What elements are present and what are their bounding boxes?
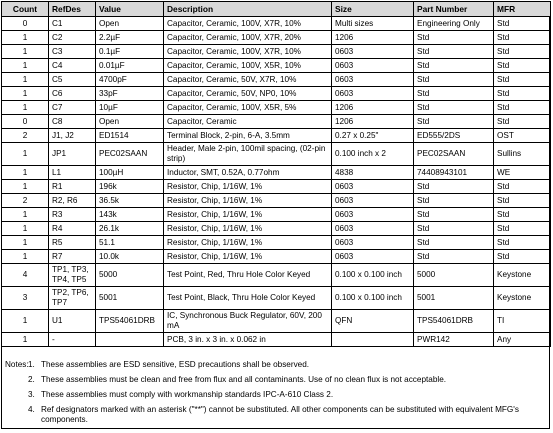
cell-mfr: Std [494, 45, 551, 59]
cell-refdes: U1 [49, 310, 96, 333]
cell-value: 100µH [96, 166, 164, 180]
bill-of-materials-table [1, 1, 551, 347]
table-row [2, 101, 551, 115]
note-item [1, 390, 550, 400]
header-count: Count [2, 2, 49, 17]
cell-size: 0.100 x 0.100 inch [332, 287, 414, 310]
table-row [2, 166, 551, 180]
cell-part-number: PEC02SAAN [414, 143, 494, 166]
cell-part-number: PWR142 [414, 333, 494, 347]
cell-description: Resistor, Chip, 1/16W, 1% [164, 236, 332, 250]
cell-count: 4 [2, 264, 49, 287]
cell-count: 1 [2, 143, 49, 166]
cell-refdes: R4 [49, 222, 96, 236]
cell-description: Capacitor, Ceramic, 100V, X7R, 10% [164, 45, 332, 59]
cell-value: 5001 [96, 287, 164, 310]
cell-refdes: R1 [49, 180, 96, 194]
cell-value: 5000 [96, 264, 164, 287]
cell-value: ED1514 [96, 129, 164, 143]
cell-part-number: Std [414, 115, 494, 129]
table-row [2, 59, 551, 73]
cell-refdes: R3 [49, 208, 96, 222]
cell-count: 1 [2, 101, 49, 115]
cell-description: Resistor, Chip, 1/16W, 1% [164, 250, 332, 264]
cell-size: 0603 [332, 250, 414, 264]
cell-description: PCB, 3 in. x 3 in. x 0.062 in [164, 333, 332, 347]
cell-part-number: ED555/2DS [414, 129, 494, 143]
cell-part-number: Std [414, 180, 494, 194]
cell-mfr: Std [494, 31, 551, 45]
cell-part-number: Engineering Only [414, 17, 494, 31]
cell-description: Inductor, SMT, 0.52A, 0.77ohm [164, 166, 332, 180]
cell-part-number: Std [414, 31, 494, 45]
cell-count: 1 [2, 208, 49, 222]
cell-size: 0.27 x 0.25" [332, 129, 414, 143]
cell-value: 196k [96, 180, 164, 194]
cell-description: Terminal Block, 2-pin, 6-A, 3.5mm [164, 129, 332, 143]
note-number: 3. [28, 390, 35, 399]
cell-refdes: J1, J2 [49, 129, 96, 143]
cell-refdes: R5 [49, 236, 96, 250]
header-size: Size [332, 2, 414, 17]
cell-size: 0603 [332, 87, 414, 101]
cell-count: 3 [2, 287, 49, 310]
cell-refdes: R7 [49, 250, 96, 264]
cell-size: Multi sizes [332, 17, 414, 31]
cell-size: 0.100 x 0.100 inch [332, 264, 414, 287]
cell-refdes: C8 [49, 115, 96, 129]
cell-part-number: Std [414, 59, 494, 73]
cell-count: 2 [2, 194, 49, 208]
cell-part-number: 5000 [414, 264, 494, 287]
cell-part-number: Std [414, 208, 494, 222]
cell-value: Open [96, 115, 164, 129]
cell-mfr: Std [494, 236, 551, 250]
cell-mfr: OST [494, 129, 551, 143]
cell-mfr: Any [494, 333, 551, 347]
cell-count: 2 [2, 129, 49, 143]
cell-refdes: TP1, TP3, TP4, TP5 [49, 264, 96, 287]
table-row [2, 129, 551, 143]
cell-size: QFN [332, 310, 414, 333]
cell-mfr: Std [494, 17, 551, 31]
table-row [2, 222, 551, 236]
cell-size: 0603 [332, 59, 414, 73]
cell-mfr: Std [494, 87, 551, 101]
cell-value [96, 333, 164, 347]
notes-section [1, 357, 550, 425]
cell-value: Open [96, 17, 164, 31]
cell-part-number: 74408943101 [414, 166, 494, 180]
cell-mfr: WE [494, 166, 551, 180]
cell-mfr: Std [494, 222, 551, 236]
cell-size: 1206 [332, 101, 414, 115]
cell-description: Capacitor, Ceramic, 50V, X7R, 10% [164, 73, 332, 87]
note-number: 4. [28, 405, 35, 414]
cell-refdes: L1 [49, 166, 96, 180]
header-refdes: RefDes [49, 2, 96, 17]
cell-count: 1 [2, 310, 49, 333]
cell-value: 4700pF [96, 73, 164, 87]
cell-size: 0603 [332, 222, 414, 236]
cell-mfr: Sullins [494, 143, 551, 166]
cell-description: IC, Synchronous Buck Regulator, 60V, 200 mA [164, 310, 332, 333]
cell-count: 0 [2, 115, 49, 129]
table-row [2, 287, 551, 310]
cell-count: 1 [2, 222, 49, 236]
cell-size: 0603 [332, 208, 414, 222]
cell-description: Capacitor, Ceramic, 100V, X7R, 20% [164, 31, 332, 45]
cell-part-number: Std [414, 45, 494, 59]
header-description: Description [164, 2, 332, 17]
cell-description: Capacitor, Ceramic, 100V, X5R, 10% [164, 59, 332, 73]
cell-part-number: Std [414, 101, 494, 115]
cell-size: 0603 [332, 236, 414, 250]
cell-count: 1 [2, 87, 49, 101]
cell-mfr: Keystone [494, 287, 551, 310]
table-row [2, 333, 551, 347]
table-row [2, 17, 551, 31]
cell-mfr: Std [494, 180, 551, 194]
cell-mfr: Std [494, 59, 551, 73]
cell-refdes: C7 [49, 101, 96, 115]
cell-part-number: Std [414, 250, 494, 264]
note-item [1, 360, 550, 370]
table-row [2, 310, 551, 333]
header-value: Value [96, 2, 164, 17]
cell-value: 10.0k [96, 250, 164, 264]
cell-count: 1 [2, 45, 49, 59]
cell-value: PEC02SAAN [96, 143, 164, 166]
note-item [1, 375, 550, 385]
cell-mfr: TI [494, 310, 551, 333]
cell-value: 26.1k [96, 222, 164, 236]
cell-description: Test Point, Red, Thru Hole Color Keyed [164, 264, 332, 287]
cell-refdes: - [49, 333, 96, 347]
cell-value: 51.1 [96, 236, 164, 250]
notes-label: Notes: [5, 360, 29, 369]
cell-count: 1 [2, 333, 49, 347]
cell-value: 36.5k [96, 194, 164, 208]
cell-description: Resistor, Chip, 1/16W, 1% [164, 222, 332, 236]
cell-size: 1206 [332, 115, 414, 129]
note-text: These assemblies must be clean and free from flux and all contaminants. Use of no clean flux is not acceptable. [41, 375, 447, 384]
table-row [2, 45, 551, 59]
header-part-number: Part Number [414, 2, 494, 17]
cell-description: Capacitor, Ceramic, 100V, X5R, 5% [164, 101, 332, 115]
cell-size: 0603 [332, 194, 414, 208]
note-text: These assemblies must comply with workmanship standards IPC-A-610 Class 2. [41, 390, 334, 399]
cell-refdes: C6 [49, 87, 96, 101]
cell-count: 1 [2, 73, 49, 87]
cell-count: 0 [2, 17, 49, 31]
cell-description: Capacitor, Ceramic, 50V, NP0, 10% [164, 87, 332, 101]
cell-refdes: C2 [49, 31, 96, 45]
cell-value: 0.1µF [96, 45, 164, 59]
note-text: These assemblies are ESD sensitive, ESD precautions shall be observed. [41, 360, 310, 369]
cell-size: 0603 [332, 45, 414, 59]
table-row [2, 264, 551, 287]
header-mfr: MFR [494, 2, 551, 17]
cell-description: Resistor, Chip, 1/16W, 1% [164, 194, 332, 208]
table-row [2, 180, 551, 194]
cell-size: 4838 [332, 166, 414, 180]
cell-value: 10µF [96, 101, 164, 115]
cell-part-number: Std [414, 222, 494, 236]
cell-description: Capacitor, Ceramic [164, 115, 332, 129]
table-row [2, 143, 551, 166]
cell-description: Resistor, Chip, 1/16W, 1% [164, 180, 332, 194]
cell-refdes: R2, R6 [49, 194, 96, 208]
cell-size [332, 333, 414, 347]
cell-count: 1 [2, 250, 49, 264]
cell-value: 33pF [96, 87, 164, 101]
table-row [2, 250, 551, 264]
cell-refdes: C3 [49, 45, 96, 59]
cell-description: Test Point, Black, Thru Hole Color Keyed [164, 287, 332, 310]
cell-part-number: 5001 [414, 287, 494, 310]
cell-description: Capacitor, Ceramic, 100V, X7R, 10% [164, 17, 332, 31]
cell-refdes: TP2, TP6, TP7 [49, 287, 96, 310]
cell-description: Resistor, Chip, 1/16W, 1% [164, 208, 332, 222]
cell-mfr: Std [494, 115, 551, 129]
cell-value: 143k [96, 208, 164, 222]
cell-count: 1 [2, 166, 49, 180]
note-number: 1. [28, 360, 35, 369]
cell-count: 1 [2, 180, 49, 194]
table-row [2, 115, 551, 129]
cell-value: 0.01µF [96, 59, 164, 73]
cell-size: 0603 [332, 73, 414, 87]
table-row [2, 73, 551, 87]
table-row [2, 31, 551, 45]
cell-mfr: Std [494, 208, 551, 222]
table-body [2, 17, 551, 347]
cell-refdes: C5 [49, 73, 96, 87]
cell-description: Header, Male 2-pin, 100mil spacing, (02-pin strip) [164, 143, 332, 166]
note-text: Ref designators marked with an asterisk ("**") cannot be substituted. All other components can be substituted with equivalent MFG's components. [41, 405, 519, 424]
cell-part-number: Std [414, 73, 494, 87]
table-row [2, 194, 551, 208]
cell-value: TPS54061DRB [96, 310, 164, 333]
cell-part-number: Std [414, 194, 494, 208]
table-row [2, 87, 551, 101]
cell-count: 1 [2, 236, 49, 250]
cell-size: 0603 [332, 180, 414, 194]
cell-part-number: Std [414, 236, 494, 250]
table-row [2, 236, 551, 250]
cell-size: 0.100 inch x 2 [332, 143, 414, 166]
cell-value: 2.2µF [96, 31, 164, 45]
cell-mfr: Std [494, 73, 551, 87]
table-row [2, 208, 551, 222]
cell-count: 1 [2, 31, 49, 45]
cell-mfr: Keystone [494, 264, 551, 287]
cell-size: 1206 [332, 31, 414, 45]
cell-refdes: C4 [49, 59, 96, 73]
cell-part-number: TPS54061DRB [414, 310, 494, 333]
cell-mfr: Std [494, 250, 551, 264]
cell-part-number: Std [414, 87, 494, 101]
cell-count: 1 [2, 59, 49, 73]
note-number: 2. [28, 375, 35, 384]
cell-mfr: Std [494, 101, 551, 115]
cell-mfr: Std [494, 194, 551, 208]
table-header-row [2, 2, 551, 17]
cell-refdes: C1 [49, 17, 96, 31]
note-item [1, 405, 550, 425]
cell-refdes: JP1 [49, 143, 96, 166]
